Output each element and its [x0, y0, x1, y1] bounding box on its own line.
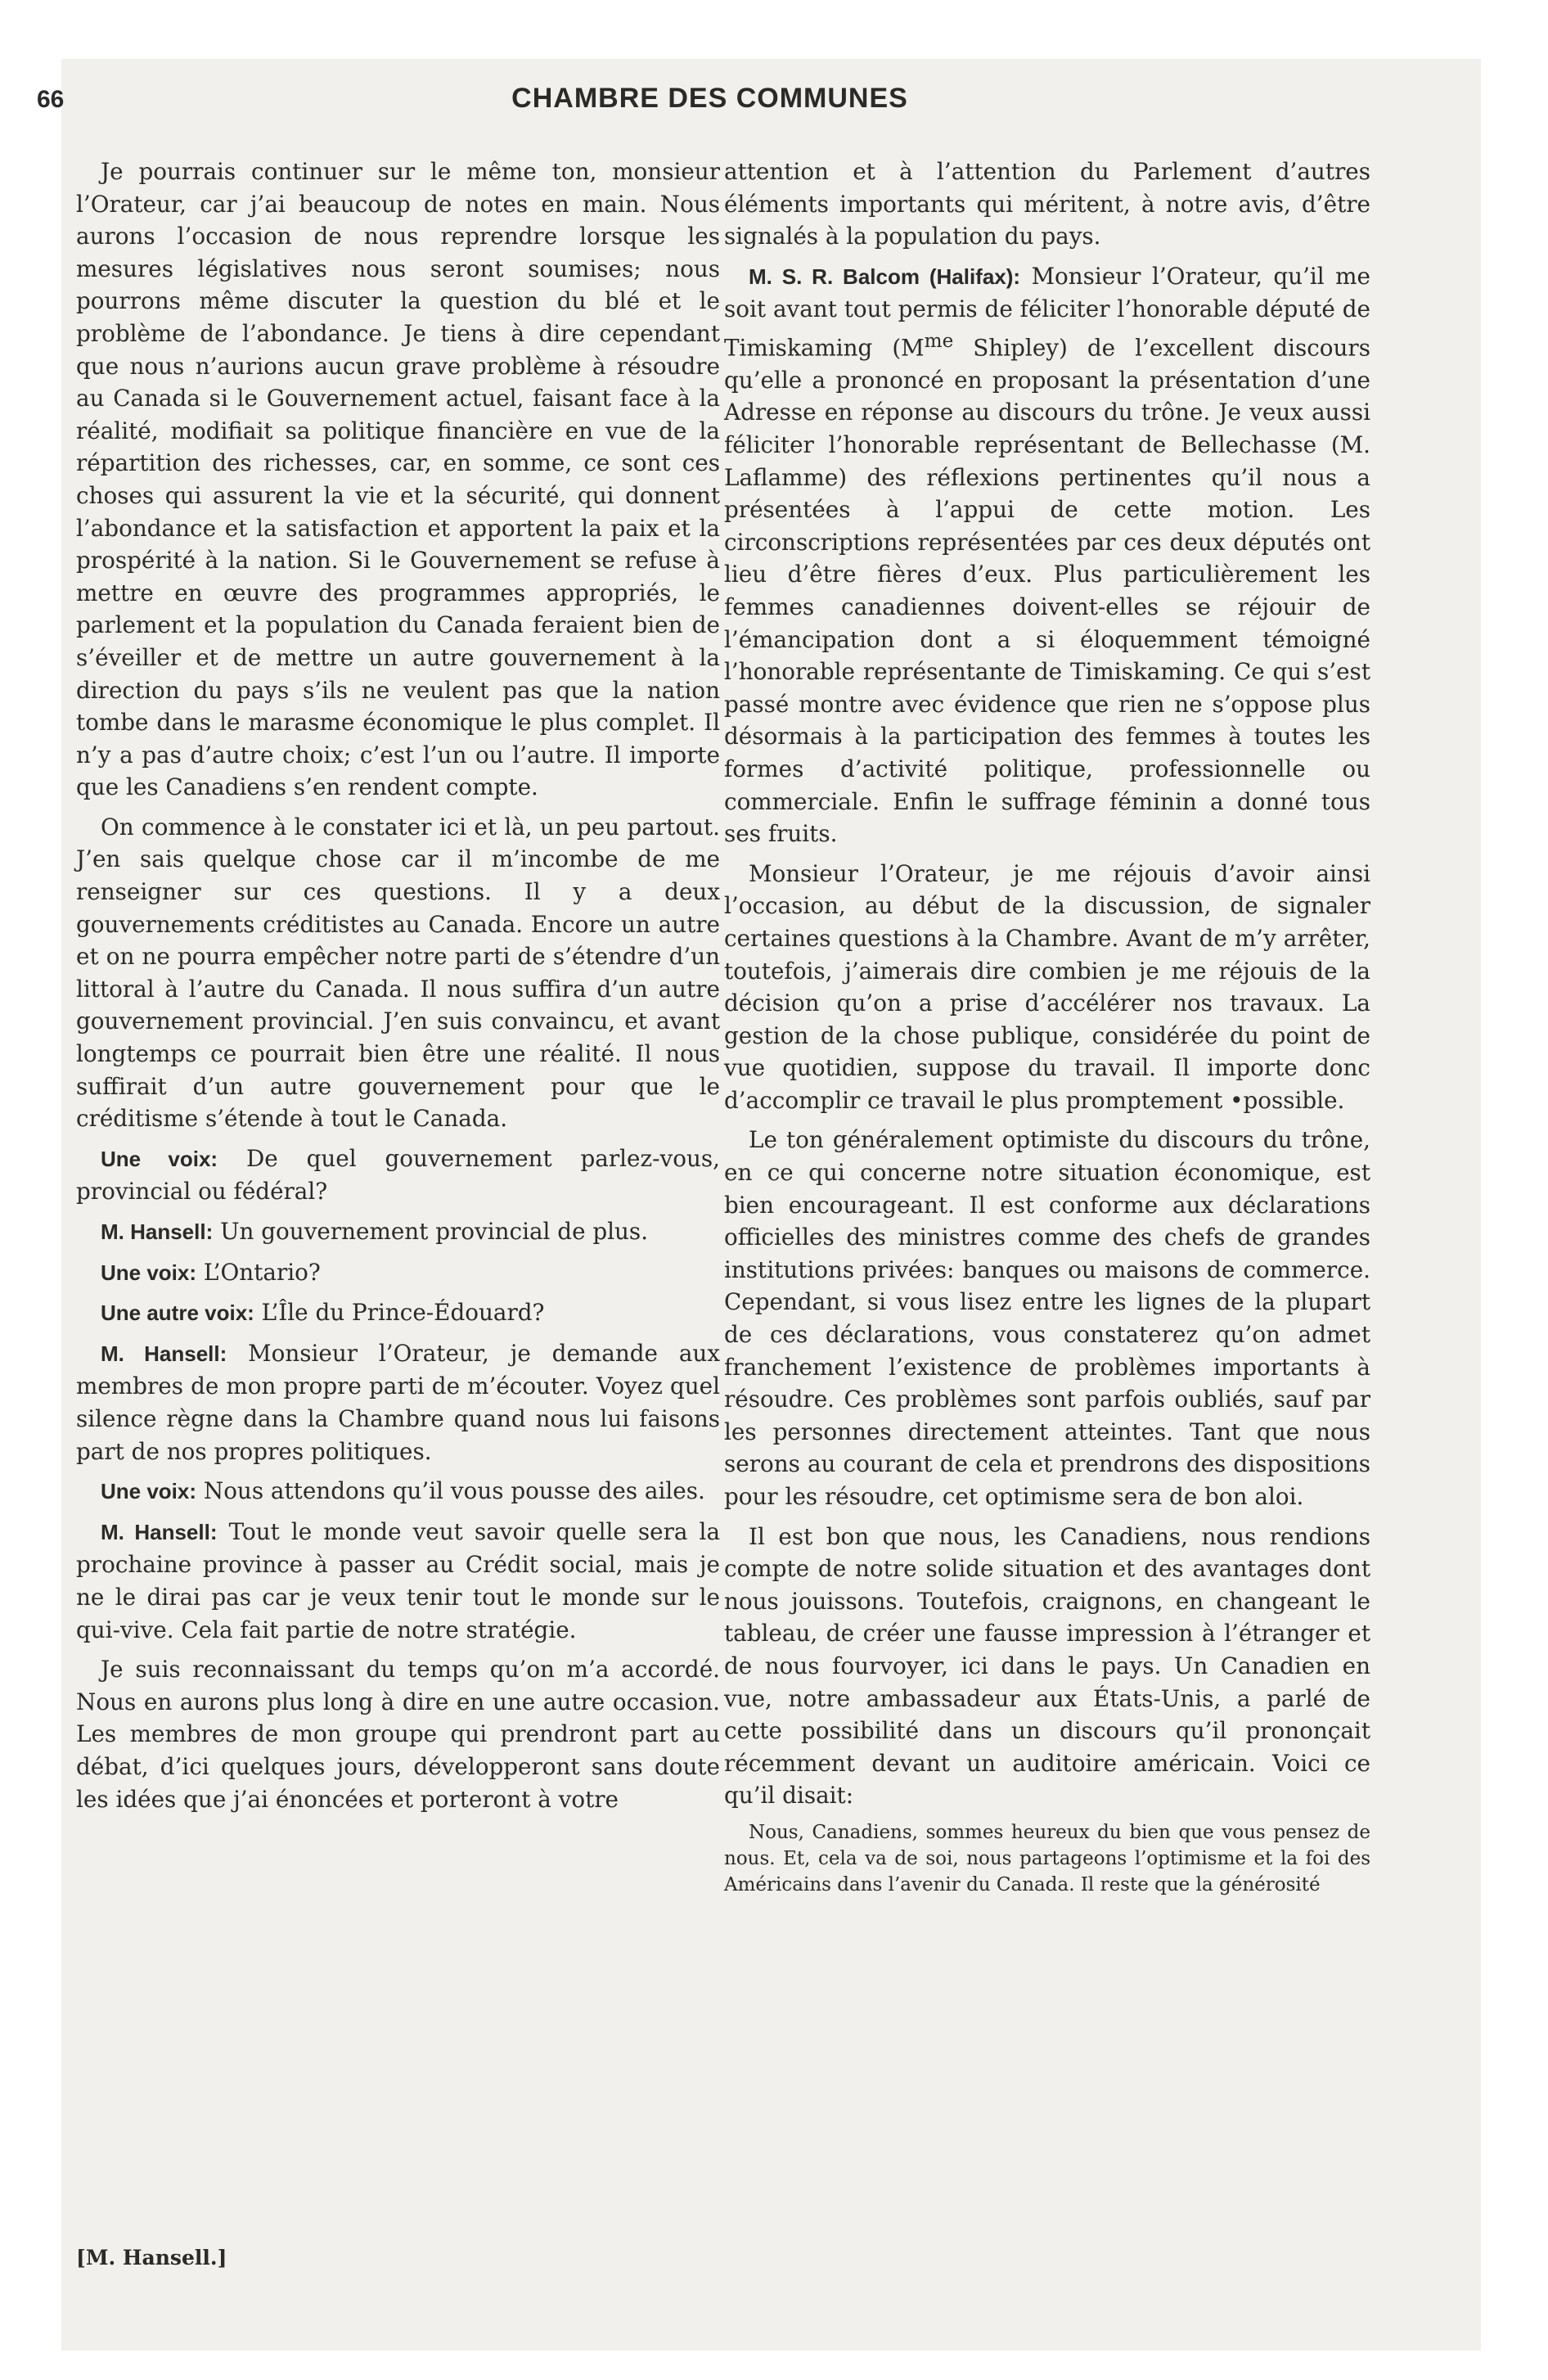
speaker-name: Une voix:	[101, 1479, 197, 1504]
speech-text: L’Ontario?	[203, 1258, 321, 1286]
paragraph: Je pourrais continuer sur le même ton, monsieur l’Orateur, car j’ai beaucoup de notes en main. Nous aurons l’occasion de nous reprendre lorsque les mesures législatives nous seront soumises; nous pourrons même discuter la question du blé et le problème de l’abondance. Je tiens à dire cependant que nous n’aurions aucun grave problème à résoudre au Canada si le Gouvernement actuel, faisant face à la réalité, modifiait sa politique financière en vue de la répartition des richesses, car, en somme, ce sont ces choses qui assurent la vie et la sécurité, qui donnent l’abondance et la satisfaction et apportent la paix et la prospérité à la nation. Si le Gouvernement se refuse à mettre en œuvre des programmes appropriés, le parlement et la population du Canada feraient bien de s’éveiller et de mettre un autre gouvernement à la direction du pays s’ils ne veulent pas que la nation tombe dans le marasme économique le plus complet. Il n’y a pas d’autre choix; c’est l’un ou l’autre. Il importe que les Canadiens s’en rendent compte.	[76, 158, 720, 801]
speech-entry	[76, 1516, 720, 1646]
left-column	[76, 156, 720, 1823]
speech-text: Monsieur l’Orateur, qu’il me soit avant tout permis de féliciter l’honorable député de Timiskaming (M	[724, 262, 1370, 362]
paragraph: Je suis reconnaissant du temps qu’on m’a accordé. Nous en aurons plus long à dire en une autre occasion. Les membres de mon groupe qui prendront part au débat, d’ici quelques jours, développeront sans doute les idées que j’ai énoncées et porteront à votre	[76, 1656, 720, 1813]
block-quote: Nous, Canadiens, sommes heureux du bien que vous pensez de nous. Et, cela va de soi, nous partageons l’optimisme et la foi des Américains dans l’avenir du Canada. Il reste que la générosité	[724, 1821, 1370, 1895]
speech-text: Shipley) de l’excellent discours qu’elle a prononcé en proposant la présentation d’une Adresse en réponse au discours du trône. Je veux aussi féliciter l’honorable représentant de Bellechasse (M. Laflamme) des réflexions pertinentes qu’il nous a présentées à l’appui de cette motion. Les circonscriptions représentées par ces deux députés ont lieu d’être fières d’eux. Plus particulièrement les femmes canadiennes doivent-elles se réjouir de l’émancipation dont a si éloquemment témoigné l’honorable représentante de Timiskaming. Ce qui s’est passé montre avec évidence que rien ne s’oppose plus désormais à la participation des femmes à toutes les formes d’activité politique, professionnelle ou commerciale. Enfin le suffrage féminin a donné tous ses fruits.	[724, 334, 1370, 848]
running-title: CHAMBRE DES COMMUNES	[511, 83, 908, 114]
paragraph-continued: attention et à l’attention du Parlement d’autres éléments importants qui méritent, à notre avis, d’être signalés à la population du pays.	[724, 158, 1370, 250]
speech-entry	[76, 1256, 720, 1290]
speech-text: L’Île du Prince-Édouard?	[261, 1299, 545, 1327]
speech-entry	[76, 1337, 720, 1467]
speech-text: Monsieur l’Orateur, je demande aux membres de mon propre parti de m’écouter. Voyez quel silence règne dans la Chambre quand nous lui faisons part de nos propres politiques.	[76, 1339, 721, 1465]
speaker-name: Une autre voix:	[101, 1300, 254, 1326]
paragraph: Le ton généralement optimiste du discours du trône, en ce qui concerne notre situation économique, est bien encourageant. Il est conforme aux déclarations officielles des ministres comme des chefs de grandes institutions privées: banques ou maisons de commerce. Cependant, si vous lisez entre les lignes de la plupart de ces déclarations, vous constaterez qu’on admet franchement l’existence de problèmes importants à résoudre. Ces problèmes sont parfois oubliés, sauf par les personnes directement atteintes. Tant que nous serons au courant de cela et prendrons des dispositions pour les résoudre, cet optimisme sera de bon aloi.	[724, 1126, 1370, 1511]
footer-signature: [M. Hansell.]	[76, 2246, 227, 2270]
speaker-name: M. S. R. Balcom (Halifax):	[749, 264, 1021, 289]
superscript: me	[924, 330, 954, 352]
speech-entry	[76, 1143, 720, 1208]
speech-text: Nous attendons qu’il vous pousse des ailes.	[203, 1477, 705, 1505]
speech-entry	[76, 1296, 720, 1330]
paragraph: On commence à le constater ici et là, un peu partout. J’en sais quelque chose car il m’incombe de me renseigner sur ces questions. Il y a deux gouvernements créditistes au Canada. Encore un autre et on ne pourra empêcher notre parti de s’étendre d’un littoral à l’autre du Canada. Il nous suffira d’un autre gouvernement provincial. J’en suis convaincu, et avant longtemps ce pourrait bien être une réalité. Il nous suffirait d’un autre gouvernement pour que le créditisme s’étende à tout le Canada.	[76, 813, 720, 1133]
speech-text: Tout le monde veut savoir quelle sera la prochaine province à passer au Crédit social, mais je ne le dirai pas car je veux tenir tout le monde sur le qui-vive. Cela fait partie de notre stratégie.	[76, 1517, 721, 1643]
speech-entry	[76, 1215, 720, 1249]
paragraph: Monsieur l’Orateur, je me réjouis d’avoir ainsi l’occasion, au début de la discussion, de signaler certaines questions à la Chambre. Avant de m’y arrêter, toutefois, j’aimerais dire combien je me réjouis de la décision qu’on a prise d’accélérer nos travaux. La gestion de la chose publique, considérée du point de vue quotidien, suppose du travail. Il importe donc d’accomplir ce travail le plus promptement •possible.	[724, 859, 1370, 1114]
speech-text: Un gouvernement provincial de plus.	[220, 1218, 649, 1245]
right-column	[724, 156, 1370, 1905]
paragraph: Il est bon que nous, les Canadiens, nous rendions compte de notre solide situation et des avantages dont nous jouissons. Toutefois, craignons, en changeant le tableau, de créer une fausse impression à l’étranger et de nous fourvoyer, ici dans le pays. Un Canadien en vue, notre ambassadeur aux États-Unis, a parlé de cette possibilité dans un discours qu’il prononçait récemment devant un auditoire américain. Voici ce qu’il disait:	[724, 1522, 1370, 1810]
speech-entry	[724, 260, 1370, 850]
speaker-name: M. Hansell:	[101, 1219, 214, 1244]
speaker-name: Une voix:	[101, 1260, 197, 1285]
speaker-name: M. Hansell:	[101, 1519, 218, 1544]
speaker-name: M. Hansell:	[101, 1341, 227, 1366]
page-header	[37, 83, 1383, 127]
speech-text: De quel gouvernement parlez-vous, provincial ou fédéral?	[76, 1144, 720, 1206]
speech-entry	[76, 1475, 720, 1508]
page-number: 66	[37, 86, 65, 113]
speaker-name: Une voix:	[101, 1146, 218, 1171]
